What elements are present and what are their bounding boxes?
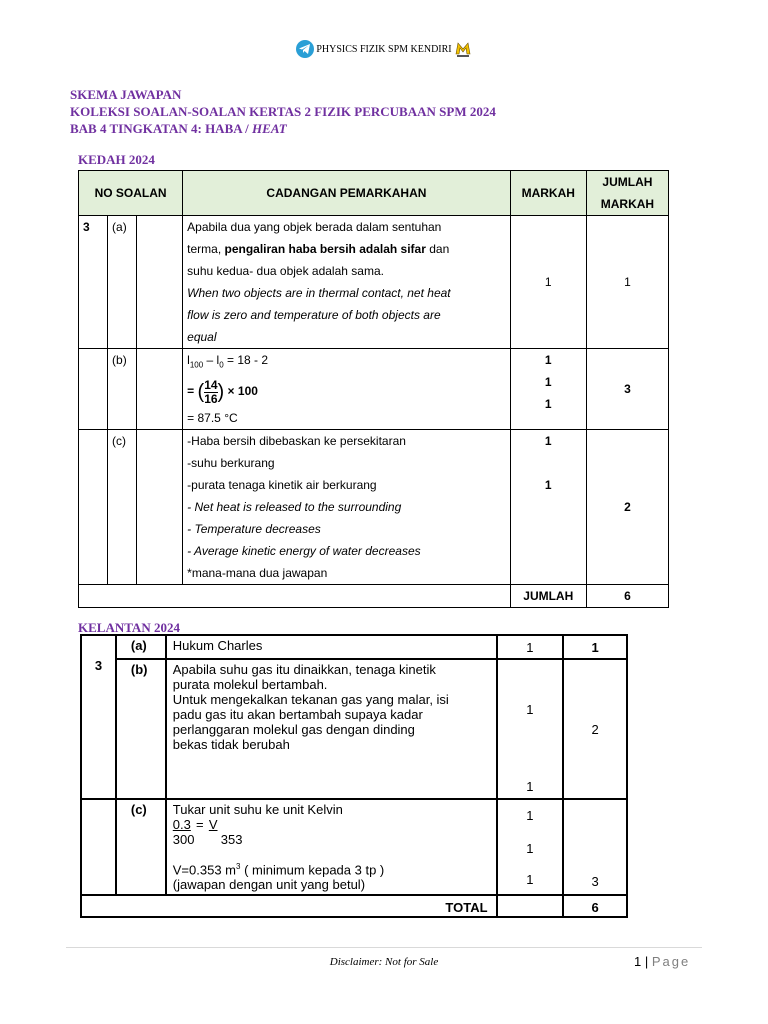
fraction-denominator: 353: [220, 832, 243, 847]
mark-value: 1: [544, 397, 552, 411]
fraction-numerator: 0.3: [172, 817, 191, 832]
col-cadangan: CADANGAN PEMARKAHAN: [183, 171, 511, 216]
total-value: 3: [591, 874, 599, 889]
footer-page-number: [634, 954, 690, 969]
kelantan-part-a-answer: Hukum Charles: [166, 635, 497, 659]
kedah-part-a-answer: [183, 216, 511, 349]
kedah-row-c: [79, 430, 669, 585]
kelantan-total-row: [81, 895, 627, 917]
kelantan-row-b: [81, 659, 627, 799]
kedah-blank-cell: [137, 430, 183, 585]
mark-value: 1: [526, 702, 534, 717]
fraction-numerator: 14: [204, 377, 218, 392]
kedah-part-b-answer: [183, 349, 511, 430]
answer-line: [173, 859, 496, 877]
footer-divider: [66, 947, 702, 948]
title-bab: [70, 120, 496, 137]
kedah-part-a-mark: 1: [510, 216, 586, 349]
kelantan-part-c-total: [563, 799, 627, 895]
col-no-soalan: NO SOALAN: [79, 171, 183, 216]
fraction-numerator: V: [208, 817, 218, 832]
eq-text: × 100: [224, 384, 258, 399]
answer-line: - Net heat is released to the surrounding: [187, 500, 402, 515]
kelantan-part-c-label: (c): [116, 799, 166, 895]
kedah-blank-cell: [79, 585, 511, 608]
kedah-row-b: [79, 349, 669, 430]
kelantan-part-b-label: (b): [116, 659, 166, 799]
kelantan-total-value: 6: [563, 895, 627, 917]
kelantan-total-label: TOTAL: [81, 895, 497, 917]
answer-text: dan: [425, 242, 450, 256]
kedah-question-no: 3: [79, 216, 108, 349]
eq-sub: 0: [219, 360, 224, 370]
mark-value: 1: [526, 872, 534, 887]
kelantan-part-c-answer: [166, 799, 497, 895]
answer-line: suhu kedua- dua objek adalah sama.: [187, 264, 384, 278]
mark-value: 1: [544, 478, 552, 493]
equals-sign: =: [196, 817, 204, 832]
page-header: [0, 40, 768, 58]
kelantan-part-a-total: 1: [563, 635, 627, 659]
kedah-part-c-answer: [183, 430, 511, 585]
kedah-part-a-label: (a): [108, 216, 137, 349]
page-number: 1: [634, 954, 642, 969]
answer-line: When two objects are in thermal contact, net heat: [187, 286, 451, 300]
answer-line: [173, 832, 496, 847]
kelantan-blank-cell: [497, 895, 564, 917]
brand-text: PHYSICS FIZIK SPM KENDIRI: [316, 43, 452, 55]
eq-text: =: [187, 384, 195, 399]
document-titles: [70, 86, 496, 137]
kedah-blank-cell: [79, 430, 108, 585]
answer-line: perlanggaran molekul gas dengan dinding: [172, 722, 415, 737]
answer-line: (jawapan dengan unit yang betul): [172, 877, 366, 893]
kedah-header-row: [79, 171, 669, 216]
answer-line: padu gas itu akan bertambah supaya kadar: [172, 707, 423, 722]
kelantan-row-c: [81, 799, 627, 895]
answer-line: Apabila suhu gas itu dinaikkan, tenaga kinetik: [172, 662, 436, 677]
col-jumlah-markah-text: JUMLAH MARKAH: [600, 175, 655, 211]
answer-line: [187, 238, 510, 260]
eq-text: – l: [203, 353, 220, 367]
m-logo-icon: [454, 40, 472, 58]
answer-line: flow is zero and temperature of both objects are: [187, 308, 441, 322]
kedah-table: [78, 170, 669, 608]
col-markah: MARKAH: [510, 171, 586, 216]
kelantan-row-a: [81, 635, 627, 659]
fraction: [204, 379, 217, 406]
kelantan-question-no: 3: [81, 635, 116, 799]
mark-value: 1: [526, 841, 534, 856]
kedah-total-value: 6: [586, 585, 668, 608]
kelantan-part-c-marks: [497, 799, 564, 895]
title-bab-italic: HEAT: [252, 121, 287, 136]
mark-value: 1: [544, 434, 552, 449]
kelantan-part-b-total: 2: [563, 659, 627, 799]
answer-line: - Temperature decreases: [187, 522, 321, 537]
fraction-denominator: 300: [172, 832, 195, 847]
kelantan-table: [80, 634, 628, 918]
superscript: 3: [236, 862, 241, 871]
mark-value: 1: [544, 353, 552, 367]
kelantan-part-b-answer: [166, 659, 497, 799]
title-skema: SKEMA JAWAPAN: [70, 87, 182, 102]
answer-line: [173, 817, 496, 832]
answer-line: Untuk mengekalkan tekanan gas yang malar, isi: [172, 692, 449, 707]
answer-line: Apabila dua yang objek berada dalam sentuhan: [187, 220, 442, 234]
kedah-part-c-label: (c): [108, 430, 137, 585]
kedah-part-c-total: 2: [586, 430, 668, 585]
kelantan-part-a-mark: 1: [497, 635, 564, 659]
answer-line: - Average kinetic energy of water decreases: [187, 544, 421, 559]
answer-text: terma,: [187, 242, 225, 256]
answer-line: -Haba bersih dibebaskan ke persekitaran: [187, 434, 406, 449]
answer-line: -suhu berkurang: [187, 456, 275, 471]
answer-note: *mana-mana dua jawapan: [187, 566, 328, 581]
answer-line: -purata tenaga kinetik air berkurang: [187, 478, 377, 493]
answer-line: [187, 349, 510, 376]
kedah-blank-cell: [137, 349, 183, 430]
title-bab-prefix: BAB 4 TINGKATAN 4: HABA /: [70, 121, 253, 136]
kelantan-part-b-marks: [497, 659, 564, 799]
mark-value: 1: [544, 375, 552, 389]
mark-value: 1: [526, 808, 534, 823]
kedah-part-b-label: (b): [108, 349, 137, 430]
kedah-total-label: JUMLAH: [510, 585, 586, 608]
answer-line: = 87.5 °C: [187, 411, 238, 426]
answer-line: = ( $\frac{14}{16}$ ) × 100: [187, 377, 258, 406]
kedah-row-a: [79, 216, 669, 349]
kedah-blank-cell: [79, 349, 108, 430]
page-label: Page: [651, 954, 691, 969]
answer-bold-text: pengaliran haba bersih adalah sifar: [224, 242, 426, 256]
fraction-denominator: 16: [204, 391, 218, 406]
kelantan-part-a-label: (a): [116, 635, 166, 659]
eq-sub: 100: [189, 360, 204, 370]
col-jumlah-markah: [586, 171, 668, 216]
answer-text: V=0.353 m: [172, 862, 237, 878]
kedah-part-c-marks: [510, 430, 586, 585]
eq-text: = 18 - 2: [223, 353, 269, 367]
kedah-blank-cell: [137, 216, 183, 349]
answer-line: Tukar unit suhu ke unit Kelvin: [172, 802, 343, 817]
title-koleksi: KOLEKSI SOALAN-SOALAN KERTAS 2 FIZIK PERCUBAAN SPM 2024: [70, 104, 496, 119]
kedah-heading: KEDAH 2024: [78, 152, 155, 167]
kedah-total-row: [79, 585, 669, 608]
telegram-icon: [296, 40, 314, 58]
kedah-part-b-total: 3: [586, 349, 668, 430]
eq-text: l: [187, 353, 190, 367]
kedah-part-a-total: 1: [586, 216, 668, 349]
page-separator: |: [641, 954, 652, 969]
answer-line: bekas tidak berubah: [172, 737, 290, 752]
answer-line: equal: [187, 330, 217, 344]
kelantan-heading: KELANTAN 2024: [78, 620, 180, 635]
kelantan-blank-cell: [81, 799, 116, 895]
footer-disclaimer: Disclaimer: Not for Sale: [329, 956, 439, 968]
mark-value: 1: [526, 779, 534, 794]
answer-line: purata molekul bertambah.: [172, 677, 328, 692]
answer-text: ( minimum kepada 3 tp ): [240, 862, 385, 878]
kedah-part-b-marks: [510, 349, 586, 430]
